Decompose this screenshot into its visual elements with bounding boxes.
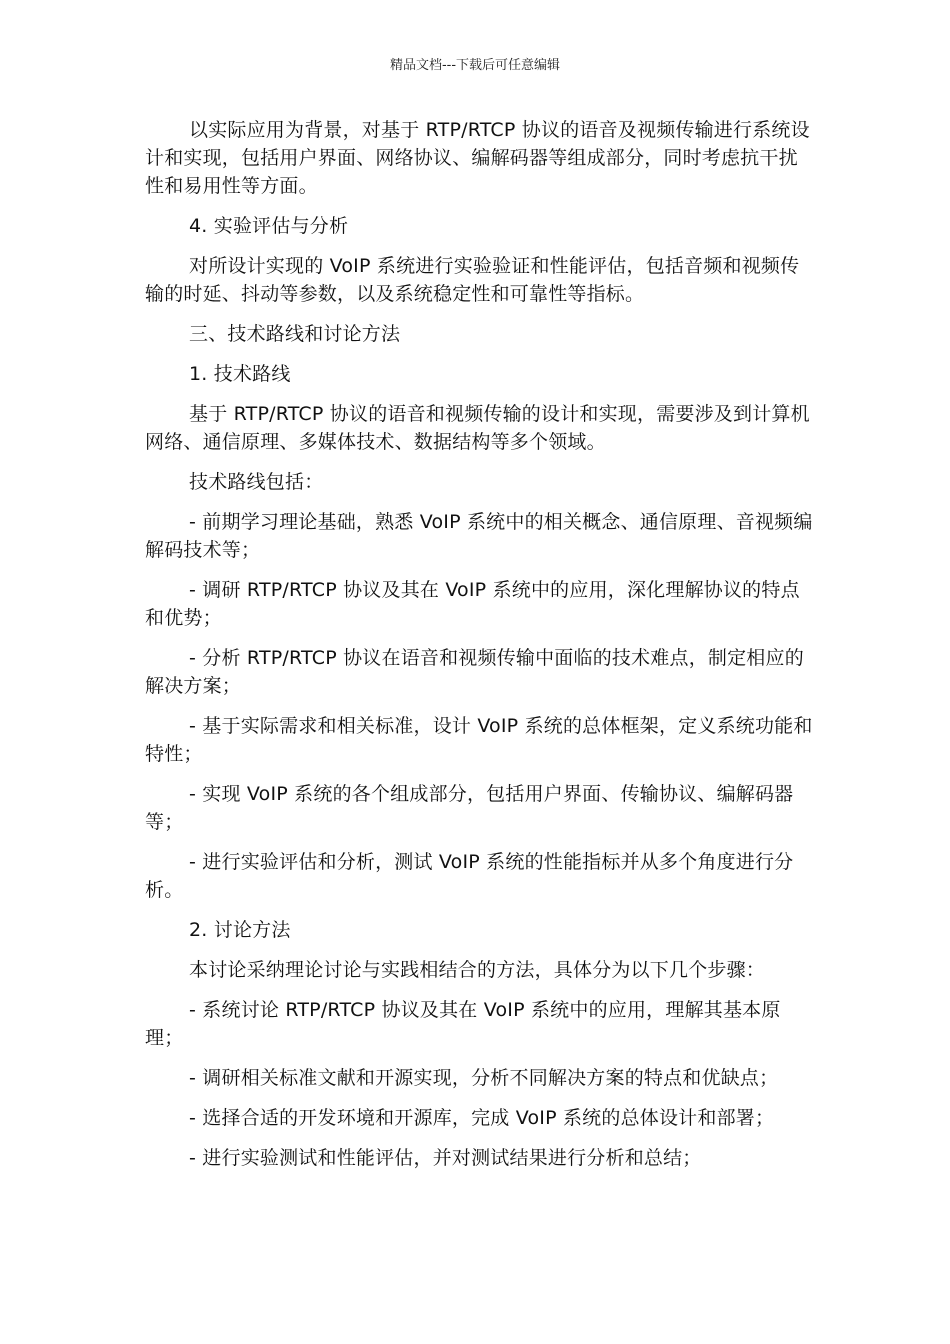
heading-discussion-methods: 2. 讨论方法: [189, 919, 291, 941]
list-item: - 实现 VoIP 系统的各个组成部分，包括用户界面、传输协议、编解码器等；: [145, 783, 794, 833]
paragraph-route-overview: 基于 RTP/RTCP 协议的语音和视频传输的设计和实现，需要涉及到计算机网络、通信原理、多媒体技术、数据结构等多个领域。: [145, 403, 810, 453]
list-item: - 选择合适的开发环境和开源库，完成 VoIP 系统的总体设计和部署；: [189, 1107, 775, 1129]
heading-technical-route: 1. 技术路线: [189, 363, 291, 385]
page-header: 精品文档---下载后可任意编辑: [389, 58, 561, 73]
document-body: [145, 116, 813, 1184]
list-item: - 基于实际需求和相关标准，设计 VoIP 系统的总体框架，定义系统功能和特性；: [145, 715, 813, 765]
paragraph-evaluation: 对所设计实现的 VoIP 系统进行实验验证和性能评估，包括音频和视频传输的时延、抖动等参数，以及系统稳定性和可靠性等指标。: [145, 255, 800, 305]
list-item: - 分析 RTP/RTCP 协议在语音和视频传输中面临的技术难点，制定相应的解决方案；: [145, 647, 804, 697]
list-item: - 前期学习理论基础，熟悉 VoIP 系统中的相关概念、通信原理、音视频编解码技术等；: [145, 511, 813, 561]
paragraph-methods-intro: 本讨论采纳理论讨论与实践相结合的方法，具体分为以下几个步骤：: [189, 959, 766, 981]
list-item: - 系统讨论 RTP/RTCP 协议及其在 VoIP 系统中的应用，理解其基本原理；: [145, 999, 781, 1049]
list-item: - 进行实验测试和性能评估，并对测试结果进行分析和总结；: [189, 1147, 702, 1169]
list-item: - 调研 RTP/RTCP 协议及其在 VoIP 系统中的应用，深化理解协议的特点和优势；: [145, 579, 800, 629]
list-item: - 调研相关标准文献和开源实现，分析不同解决方案的特点和优缺点；: [189, 1067, 779, 1089]
heading-experiment-evaluation: 4. 实验评估与分析: [189, 215, 349, 237]
list-item: - 进行实验评估和分析，测试 VoIP 系统的性能指标并从多个角度进行分析。: [145, 851, 794, 901]
paragraph-route-includes: 技术路线包括：: [189, 471, 324, 493]
paragraph-intro: 以实际应用为背景，对基于 RTP/RTCP 协议的语音及视频传输进行系统设计和实现，包括用户界面、网络协议、编解码器等组成部分，同时考虑抗干扰性和易用性等方面。: [145, 119, 810, 197]
heading-technical-route-methods: 三、技术路线和讨论方法: [189, 323, 401, 345]
